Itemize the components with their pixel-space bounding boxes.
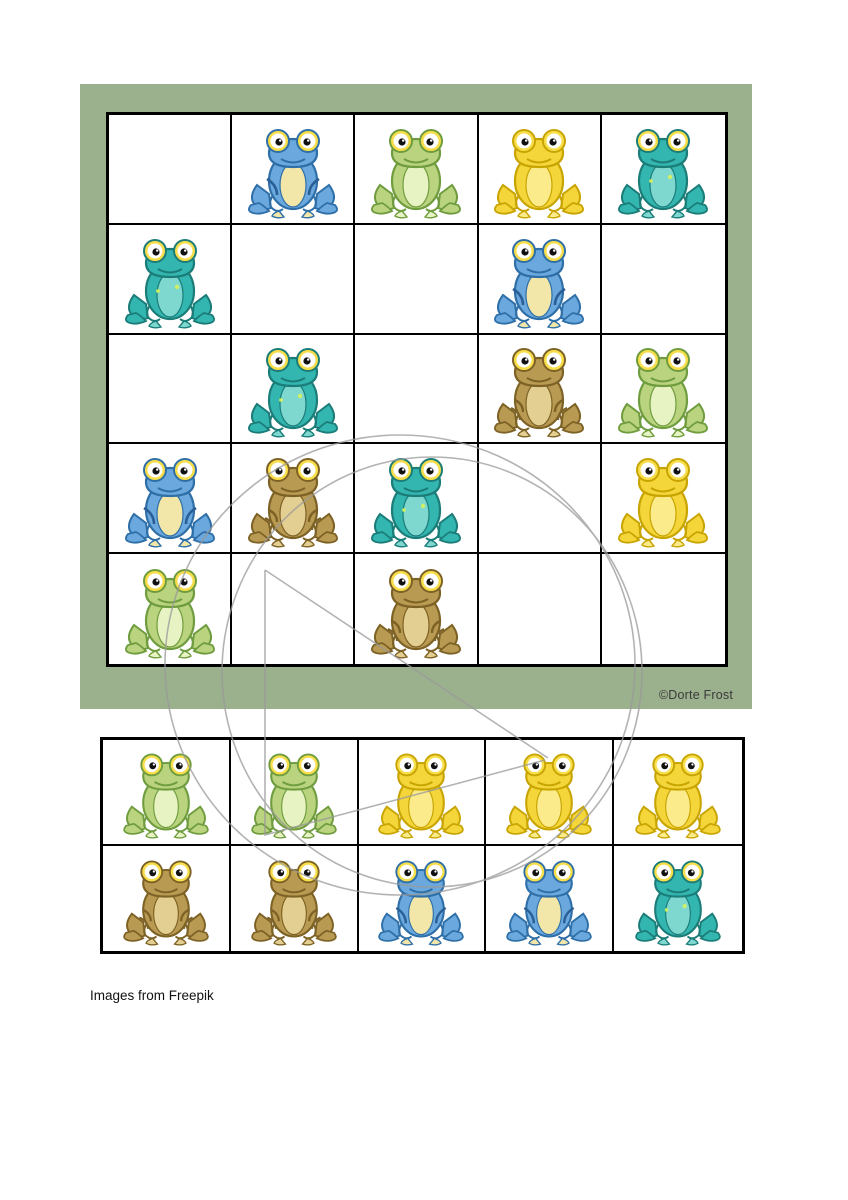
frog-blue: [487, 229, 591, 329]
sudoku-cell-filled[interactable]: [109, 554, 232, 664]
cutout-tile[interactable]: [486, 846, 614, 952]
frog-blue: [500, 851, 598, 946]
sudoku-cell-filled[interactable]: [602, 115, 725, 225]
cutout-tile[interactable]: [103, 740, 231, 846]
sudoku-cell-filled[interactable]: [232, 115, 355, 225]
frog-brown: [241, 448, 345, 548]
cutout-tile[interactable]: [103, 846, 231, 952]
frog-yellow: [500, 744, 598, 839]
sudoku-cell-filled[interactable]: [479, 335, 602, 445]
frog-yellow: [372, 744, 470, 839]
sudoku-cell-empty[interactable]: [109, 335, 232, 445]
frog-yellow: [611, 448, 715, 548]
cutout-tile[interactable]: [231, 846, 359, 952]
cutout-tile[interactable]: [614, 846, 742, 952]
copyright-notice: ©Dorte Frost: [658, 688, 733, 702]
sudoku-cell-filled[interactable]: [355, 444, 478, 554]
frog-green: [611, 338, 715, 438]
cutout-tile[interactable]: [359, 846, 487, 952]
sudoku-cell-filled[interactable]: [355, 115, 478, 225]
frog-blue: [241, 119, 345, 219]
sudoku-cell-filled[interactable]: [479, 115, 602, 225]
cutout-tile[interactable]: [359, 740, 487, 846]
cutout-tile[interactable]: [486, 740, 614, 846]
sudoku-cell-empty[interactable]: [232, 554, 355, 664]
frog-green: [364, 119, 468, 219]
frog-yellow: [629, 744, 727, 839]
sudoku-cell-empty[interactable]: [479, 554, 602, 664]
frog-teal: [118, 229, 222, 329]
sudoku-cell-filled[interactable]: [355, 554, 478, 664]
frog-teal: [611, 119, 715, 219]
sudoku-cell-filled[interactable]: [109, 225, 232, 335]
sudoku-board-frame: [80, 84, 752, 709]
frog-green: [117, 744, 215, 839]
frog-green: [118, 559, 222, 659]
cutout-tiles-grid[interactable]: [100, 737, 745, 954]
frog-brown: [117, 851, 215, 946]
sudoku-cell-filled[interactable]: [602, 335, 725, 445]
sudoku-cell-empty[interactable]: [355, 335, 478, 445]
frog-blue: [118, 448, 222, 548]
frog-teal: [629, 851, 727, 946]
sudoku-cell-empty[interactable]: [232, 225, 355, 335]
sudoku-cell-filled[interactable]: [232, 335, 355, 445]
cutout-tile[interactable]: [614, 740, 742, 846]
sudoku-cell-empty[interactable]: [479, 444, 602, 554]
sudoku-cell-empty[interactable]: [602, 225, 725, 335]
sudoku-cell-filled[interactable]: [602, 444, 725, 554]
frog-brown: [364, 559, 468, 659]
frog-teal: [241, 338, 345, 438]
sudoku-cell-filled[interactable]: [479, 225, 602, 335]
sudoku-cell-filled[interactable]: [109, 444, 232, 554]
image-credit: Images from Freepik: [90, 988, 214, 1003]
sudoku-cell-empty[interactable]: [355, 225, 478, 335]
sudoku-cell-filled[interactable]: [232, 444, 355, 554]
frog-teal: [364, 448, 468, 548]
frog-yellow: [487, 119, 591, 219]
cutout-tile[interactable]: [231, 740, 359, 846]
sudoku-cell-empty[interactable]: [602, 554, 725, 664]
frog-blue: [372, 851, 470, 946]
sudoku-grid[interactable]: [106, 112, 728, 667]
frog-brown: [245, 851, 343, 946]
sudoku-cell-empty[interactable]: [109, 115, 232, 225]
frog-brown: [487, 338, 591, 438]
frog-green: [245, 744, 343, 839]
